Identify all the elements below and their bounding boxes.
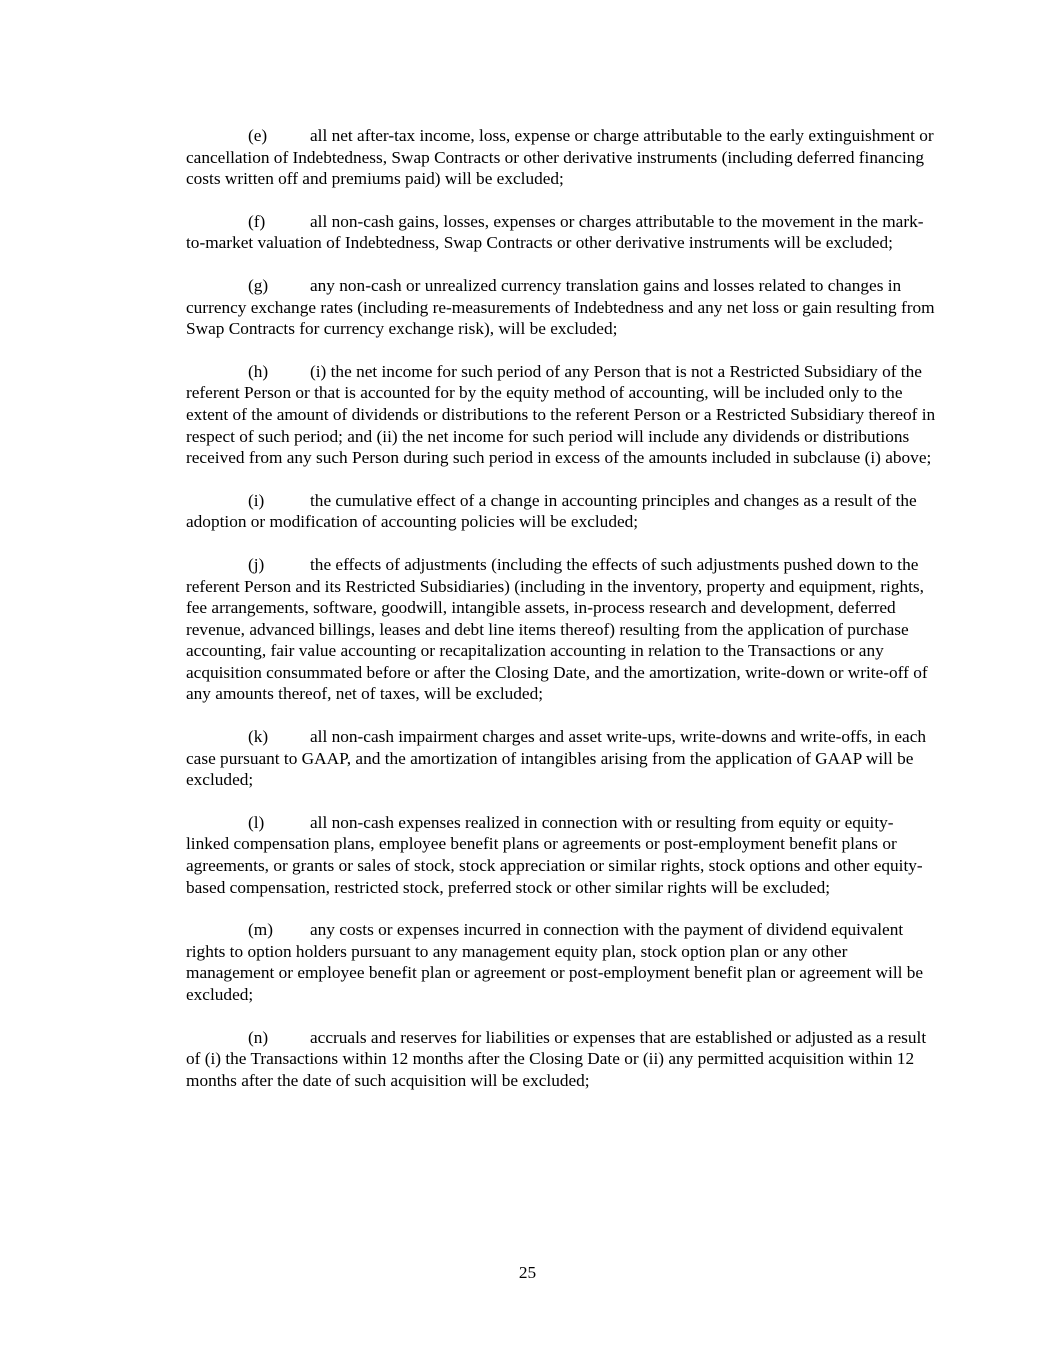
clause-label: (i) bbox=[248, 490, 265, 510]
clause-text: accruals and reserves for liabilities or expenses that are established or adjusted as a result of (i) the Transactions within 12 months after the Closing Date or (ii) any permitted acquisition within 12 months after the date of such acquisition will be excluded; bbox=[186, 1027, 927, 1090]
clause-f bbox=[186, 211, 936, 254]
clause-label: (k) bbox=[248, 727, 269, 747]
clause-n bbox=[186, 1027, 936, 1092]
clause-label: (e) bbox=[248, 126, 268, 145]
page-number: 25 bbox=[518, 1263, 537, 1282]
clause-text: any non-cash or unrealized currency translation gains and losses related to changes in currency exchange rates (including re-measurements of Indebtedness and any net loss or gain resulting from Swap Contracts for currency exchange risk), will be excluded; bbox=[186, 275, 935, 339]
clause-label: (j) bbox=[248, 554, 265, 574]
clause-text: the effects of adjustments (including the effects of such adjustments pushed down to the referent Person and its Restricted Subsidiaries) (including in the inventory, property and equipment, rights, fee arrangements, software, goodwill, intangible assets, in-process research and development, deferred revenue, advanced billings, leases and debt line items thereof) resulting from the application of purchase accounting, fair value accounting or recapitalization accounting in relation to the Transactions or any acquisition consummated before or after the Closing Date, and the amortization, write-down or write-off of any amounts thereof, net of taxes, will be excluded; bbox=[186, 554, 928, 704]
clause-label: (h) bbox=[248, 361, 269, 381]
clause-label: (g) bbox=[248, 275, 269, 295]
clause-h bbox=[186, 361, 936, 469]
clause-label: (m) bbox=[248, 920, 273, 940]
clause-label: (f) bbox=[248, 211, 266, 231]
clause-text: all net after-tax income, loss, expense or charge attributable to the early extinguishment or cancellation of Indebtedness, Swap Contracts or other derivative instruments (including deferred financing costs written off and premiums paid) will be excluded; bbox=[186, 126, 934, 189]
clause-text: any costs or expenses incurred in connection with the payment of dividend equivalent rights to option holders pursuant to any management equity plan, stock option plan or any other management or employee benefit plan or agreement or post-employment benefit plan or agreement will be excluded; bbox=[186, 920, 924, 1004]
clause-text: all non-cash impairment charges and asset write-ups, write-downs and write-offs, in each case pursuant to GAAP, and the amortization of intangibles arising from the application of GAAP will be excluded; bbox=[186, 727, 927, 790]
clause-g bbox=[186, 275, 936, 340]
clause-label: (n) bbox=[248, 1027, 269, 1047]
clause-text: all non-cash gains, losses, expenses or charges attributable to the movement in the mark-to-market valuation of Indebtedness, Swap Contracts or other derivative instruments will be excluded; bbox=[186, 211, 924, 253]
clause-list bbox=[186, 125, 936, 1112]
clause-i bbox=[186, 490, 936, 533]
clause-text: (i) the net income for such period of any Person that is not a Restricted Subsidiary of the referent Person or that is accounted for by the equity method of accounting, will be included only to the extent of the amount of dividends or distributions to the referent Person or a Restricted Subsidiary thereof in respect of such period; and (ii) the net income for such period will include any dividends or distributions received from any such Person during such period in excess of the amounts included in subclause (i) above; bbox=[186, 361, 936, 468]
clause-l bbox=[186, 812, 936, 898]
clause-text: the cumulative effect of a change in accounting principles and changes as a result of the adoption or modification of accounting policies will be excluded; bbox=[186, 490, 917, 532]
clause-e bbox=[186, 125, 936, 190]
clause-m bbox=[186, 919, 936, 1005]
clause-k bbox=[186, 726, 936, 791]
clause-j bbox=[186, 554, 936, 705]
clause-text: all non-cash expenses realized in connection with or resulting from equity or equity-linked compensation plans, employee benefit plans or agreements or post-employment benefit plans or agreements, or grants or sales of stock, stock appreciation or similar rights, stock options and other equity-based compensation, restricted stock, preferred stock or other similar rights will be excluded; bbox=[186, 812, 923, 897]
clause-label: (l) bbox=[248, 812, 265, 832]
